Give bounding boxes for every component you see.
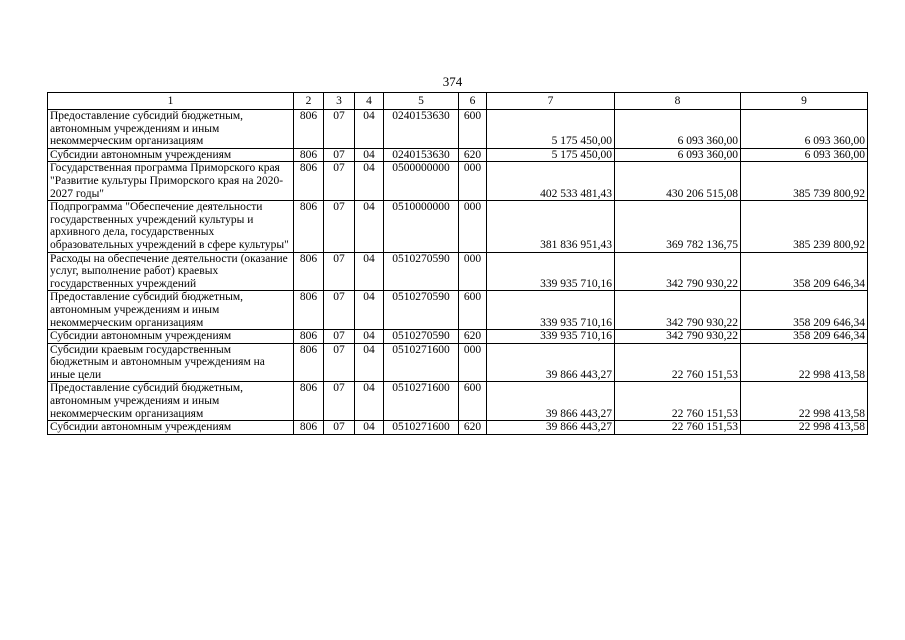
cell-amount-col7: 381 836 951,43: [487, 201, 615, 252]
cell-target-article: 0510271600: [384, 343, 459, 382]
cell-target-article: 0510270590: [384, 330, 459, 344]
cell-amount-col7: 5 175 450,00: [487, 148, 615, 162]
cell-section-code: 07: [324, 382, 355, 421]
cell-amount-col8: 6 093 360,00: [615, 148, 741, 162]
cell-amount-col7: 339 935 710,16: [487, 252, 615, 291]
table-row: [48, 148, 868, 162]
row-name: Субсидии краевым государственным бюджетным и автономным учреждениям на иные цели: [48, 343, 294, 382]
row-name: Предоставление субсидий бюджетным, автономным учреждениям и иным некоммерческим организациям: [48, 110, 294, 149]
cell-expense-type: 600: [459, 110, 487, 149]
cell-section-code: 07: [324, 330, 355, 344]
row-name: Подпрограмма "Обеспечение деятельности государственных учреждений культуры и архивного дела, государственных образовательных учреждений в сфере культуры": [48, 201, 294, 252]
column-header: 2: [294, 93, 324, 110]
cell-subsection-code: 04: [355, 148, 384, 162]
cell-amount-col7: 339 935 710,16: [487, 330, 615, 344]
cell-subsection-code: 04: [355, 343, 384, 382]
cell-expense-type: 000: [459, 252, 487, 291]
row-name: Субсидии автономным учреждениям: [48, 421, 294, 435]
cell-section-code: 07: [324, 421, 355, 435]
cell-ministry-code: 806: [294, 421, 324, 435]
table-row: [48, 421, 868, 435]
column-header: 1: [48, 93, 294, 110]
cell-subsection-code: 04: [355, 162, 384, 201]
column-header: 8: [615, 93, 741, 110]
cell-expense-type: 000: [459, 162, 487, 201]
cell-amount-col9: 385 739 800,92: [741, 162, 868, 201]
cell-amount-col7: 339 935 710,16: [487, 291, 615, 330]
cell-amount-col9: 385 239 800,92: [741, 201, 868, 252]
cell-subsection-code: 04: [355, 382, 384, 421]
row-name: Государственная программа Приморского края "Развитие культуры Приморского края на 2020-2027 годы": [48, 162, 294, 201]
header-row: [48, 93, 868, 110]
cell-amount-col8: 22 760 151,53: [615, 421, 741, 435]
table-row: [48, 252, 868, 291]
cell-amount-col7: 5 175 450,00: [487, 110, 615, 149]
cell-target-article: 0240153630: [384, 148, 459, 162]
cell-section-code: 07: [324, 162, 355, 201]
cell-amount-col8: 369 782 136,75: [615, 201, 741, 252]
cell-amount-col9: 358 209 646,34: [741, 252, 868, 291]
cell-amount-col7: 39 866 443,27: [487, 421, 615, 435]
page-number: 374: [442, 74, 463, 89]
cell-ministry-code: 806: [294, 148, 324, 162]
cell-amount-col9: 358 209 646,34: [741, 330, 868, 344]
cell-amount-col9: 22 998 413,58: [741, 421, 868, 435]
cell-ministry-code: 806: [294, 162, 324, 201]
cell-ministry-code: 806: [294, 110, 324, 149]
table-row: [48, 291, 868, 330]
row-name: Предоставление субсидий бюджетным, автономным учреждениям и иным некоммерческим организациям: [48, 382, 294, 421]
column-header: 4: [355, 93, 384, 110]
cell-ministry-code: 806: [294, 330, 324, 344]
table-row: [48, 162, 868, 201]
budget-table: [47, 92, 868, 435]
cell-expense-type: 600: [459, 382, 487, 421]
column-header: 3: [324, 93, 355, 110]
cell-amount-col8: 430 206 515,08: [615, 162, 741, 201]
cell-amount-col9: 22 998 413,58: [741, 343, 868, 382]
cell-amount-col8: 342 790 930,22: [615, 330, 741, 344]
cell-subsection-code: 04: [355, 201, 384, 252]
cell-section-code: 07: [324, 148, 355, 162]
table-row: [48, 110, 868, 149]
cell-target-article: 0240153630: [384, 110, 459, 149]
cell-expense-type: 600: [459, 291, 487, 330]
cell-subsection-code: 04: [355, 291, 384, 330]
cell-ministry-code: 806: [294, 252, 324, 291]
cell-amount-col9: 358 209 646,34: [741, 291, 868, 330]
cell-target-article: 0510000000: [384, 201, 459, 252]
column-header: 9: [741, 93, 868, 110]
column-header: 7: [487, 93, 615, 110]
table-row: [48, 330, 868, 344]
table-row: [48, 201, 868, 252]
cell-amount-col9: 6 093 360,00: [741, 110, 868, 149]
cell-ministry-code: 806: [294, 382, 324, 421]
cell-amount-col9: 6 093 360,00: [741, 148, 868, 162]
row-name: Субсидии автономным учреждениям: [48, 148, 294, 162]
column-header: 5: [384, 93, 459, 110]
cell-amount-col8: 22 760 151,53: [615, 343, 741, 382]
cell-subsection-code: 04: [355, 421, 384, 435]
cell-subsection-code: 04: [355, 330, 384, 344]
cell-amount-col8: 22 760 151,53: [615, 382, 741, 421]
cell-target-article: 0510270590: [384, 252, 459, 291]
cell-amount-col9: 22 998 413,58: [741, 382, 868, 421]
cell-section-code: 07: [324, 201, 355, 252]
cell-expense-type: 000: [459, 343, 487, 382]
cell-section-code: 07: [324, 252, 355, 291]
cell-target-article: 0510270590: [384, 291, 459, 330]
row-name: Предоставление субсидий бюджетным, автономным учреждениям и иным некоммерческим организациям: [48, 291, 294, 330]
cell-subsection-code: 04: [355, 110, 384, 149]
cell-section-code: 07: [324, 291, 355, 330]
cell-ministry-code: 806: [294, 343, 324, 382]
cell-amount-col8: 342 790 930,22: [615, 252, 741, 291]
cell-amount-col7: 402 533 481,43: [487, 162, 615, 201]
cell-amount-col7: 39 866 443,27: [487, 343, 615, 382]
cell-amount-col7: 39 866 443,27: [487, 382, 615, 421]
table-row: [48, 382, 868, 421]
cell-target-article: 0500000000: [384, 162, 459, 201]
table-row: [48, 343, 868, 382]
cell-expense-type: 620: [459, 330, 487, 344]
row-name: Расходы на обеспечение деятельности (оказание услуг, выполнение работ) краевых государственных учреждений: [48, 252, 294, 291]
cell-target-article: 0510271600: [384, 382, 459, 421]
cell-target-article: 0510271600: [384, 421, 459, 435]
cell-amount-col8: 6 093 360,00: [615, 110, 741, 149]
cell-expense-type: 000: [459, 201, 487, 252]
cell-expense-type: 620: [459, 421, 487, 435]
cell-expense-type: 620: [459, 148, 487, 162]
cell-amount-col8: 342 790 930,22: [615, 291, 741, 330]
cell-subsection-code: 04: [355, 252, 384, 291]
column-header: 6: [459, 93, 487, 110]
cell-section-code: 07: [324, 110, 355, 149]
row-name: Субсидии автономным учреждениям: [48, 330, 294, 344]
cell-ministry-code: 806: [294, 291, 324, 330]
cell-ministry-code: 806: [294, 201, 324, 252]
cell-section-code: 07: [324, 343, 355, 382]
